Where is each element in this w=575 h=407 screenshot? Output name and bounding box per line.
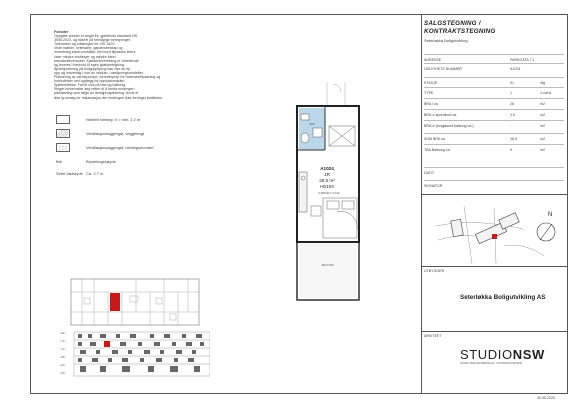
info-value: PARKGATA 7-1 <box>510 57 535 62</box>
footnote-line: 3940:2023, og basert på foreløpige beregninger. <box>54 38 131 43</box>
info-unit: m2 <box>540 147 545 152</box>
highlighted-unit-marker <box>110 293 120 311</box>
footnote-line: og leveres i henhold til egen kjøkkentegning. <box>54 62 125 67</box>
architect-logo-sub: STUDIO NSW ARKITEKTER AS · KONTRAKTSTEGNING <box>460 362 523 365</box>
info-row <box>424 98 564 108</box>
footnotes-heading: Fotnoter <box>54 30 69 34</box>
info-key: ETASJE <box>424 80 438 85</box>
compass-north: N <box>548 212 553 218</box>
logo-part1: STUDIO <box>460 347 513 362</box>
info-value: A1024 <box>510 66 521 71</box>
info-row <box>424 87 564 97</box>
footnote-line: standardleveranser. Kjøkkeninnredning er veiledende <box>54 58 139 63</box>
footnote-line: forbindelser ved opplegg for oppvaskmaskin. <box>54 79 126 84</box>
footnote-line: Sjakter/dekke. Fall til sluk på bad og balkong. <box>54 83 127 88</box>
info-row <box>424 133 564 143</box>
info-value: - <box>510 123 512 128</box>
footnote-line: Viste møbler, hvitevarer, garderobeskap og <box>54 46 123 51</box>
arkitekt-label: ARKITEKT <box>424 334 442 338</box>
title-line2: KONTRAKTSTEGNING <box>424 27 496 35</box>
info-value: 2,5 <box>510 112 515 117</box>
info-unit: m2 <box>540 123 545 128</box>
utbygger-line <box>421 266 568 267</box>
architect-logo <box>460 347 545 362</box>
key-plan <box>70 278 200 326</box>
legend-row <box>54 157 224 169</box>
panel-divider <box>421 14 422 394</box>
signature-field <box>424 180 564 190</box>
legend-row <box>54 169 224 181</box>
svg-text:+82 ↑: +82 ↑ <box>60 332 67 335</box>
info-key: TBA Balkong ca. <box>424 147 451 152</box>
svg-text:+72 ↑: +72 ↑ <box>60 348 67 351</box>
footnote-line: Selger forbeholder seg retten til å foreta endringer i <box>54 87 136 92</box>
utbygger-label: UTBYGGER <box>424 269 445 273</box>
footnote-line: opp og innvendig i noe av vinduer / døråpningsmodellen. <box>54 70 145 75</box>
project-name: Seterløkka Boligutvikling <box>424 38 468 43</box>
legend-code: Brh <box>56 159 63 164</box>
floor-plan <box>285 80 375 305</box>
info-unit: 1-roms <box>540 90 552 95</box>
legend-row <box>54 129 224 141</box>
footnote-line: innredning samt produkter ved bord tilpasses leiers <box>54 50 136 55</box>
unit-number: A1024 <box>320 166 334 171</box>
info-unit: m2 <box>540 136 545 141</box>
info-row <box>424 109 564 119</box>
logo-part2: NSW <box>512 347 545 362</box>
date-label: DATO <box>424 170 434 175</box>
legend-row <box>54 143 224 155</box>
date-field <box>424 167 564 177</box>
footnote-line: ikke grunnlag for reklamasjon der endringen ikke forringer kvaliteten. <box>54 95 164 100</box>
info-key: SUM BRA ca <box>424 136 445 141</box>
info-unit: m2 <box>540 101 545 106</box>
footnote-line: viser mindre endringer og mindre idea i <box>54 54 117 59</box>
legend-swatch-dots <box>56 143 70 152</box>
info-key: BRA-b (innglasset balkong ca.) <box>424 123 474 128</box>
svg-text:+60 ↑: +60 ↑ <box>60 372 67 375</box>
legend-code: Sette takhøyde <box>56 171 83 176</box>
kitchen-label: KJØKKEN / STUE <box>318 192 340 195</box>
legend-text: Ca. 2,7 m <box>86 171 104 176</box>
info-key: TYPE <box>424 90 434 95</box>
legend-text: Ventilasjonsaggregat, vegghengt <box>86 131 145 136</box>
info-unit: 4fg <box>540 80 545 85</box>
unit-area: 26,0 m² <box>319 178 335 183</box>
legend-swatch-blank <box>56 115 70 124</box>
unit-code: H0103 <box>320 184 334 189</box>
info-value: 1 <box>510 90 512 95</box>
legend-row <box>54 115 224 127</box>
footnote-line: planløsning som følge av detaljprosjektering. Avvik er <box>54 91 139 96</box>
facade-elevation <box>60 328 210 378</box>
site-map-unit-marker <box>492 234 497 239</box>
legend-text: Ventilasjonsaggregat, himlingsmontert <box>86 145 154 150</box>
info-value: 26 <box>510 101 514 106</box>
site-map <box>434 206 562 266</box>
info-value: 01 <box>510 80 514 85</box>
footnote-line: Toleranser og målsregler iht. NS 3420. <box>54 42 116 47</box>
svg-text:+76 ↑: +76 ↑ <box>60 340 67 343</box>
legend-text: Brystningshøyde <box>86 159 116 164</box>
footnote-line: Plassering av varmepumpe, forrederprep for hvitevaretilpasning og <box>54 75 161 80</box>
footnote-line: Åpningsretning på boligoppfyring kan vise at ny/ <box>54 66 131 71</box>
developer-name: Seterløkka Boligutvikling AS <box>460 294 546 301</box>
info-key: ADRESSE <box>424 57 442 62</box>
legend-text: Nedfelt himling: h = min. 2,2 m <box>86 117 141 122</box>
title-block <box>424 20 564 43</box>
balcony-label: BALKONG <box>321 264 335 267</box>
info-row <box>424 63 564 73</box>
footnotes <box>54 30 204 100</box>
info-key: LEILIGHETS NUMMER <box>424 66 462 71</box>
info-row <box>424 144 564 154</box>
bath-label: BAD <box>309 123 315 126</box>
title-line1: SALGSTEGNING / <box>424 20 481 27</box>
svg-text:+68 ↑: +68 ↑ <box>60 356 67 359</box>
arkitekt-line <box>421 331 568 332</box>
info-row <box>424 120 564 130</box>
info-key: BRA i ca <box>424 101 438 106</box>
unit-type: 1R <box>324 172 330 177</box>
signature-label: SIGNATUR <box>424 183 443 188</box>
svg-text:+64 ↑: +64 ↑ <box>60 364 67 367</box>
info-row <box>424 77 564 87</box>
info-value: 28,5 <box>510 136 517 141</box>
site-map-top-line <box>421 194 568 195</box>
info-value: 9 <box>510 147 512 152</box>
info-key: BRA-e sportsbod ca. <box>424 112 458 117</box>
footnote-line: Oppgitte arealer er angitt iht. gjeldende standard NS <box>54 34 138 39</box>
highlighted-unit-elevation <box>104 341 110 347</box>
north-arrow-icon <box>540 224 552 240</box>
info-unit: m2 <box>540 112 545 117</box>
date-stamp: 30.05.2025 <box>537 396 555 400</box>
legend-swatch-hatch <box>56 129 70 138</box>
